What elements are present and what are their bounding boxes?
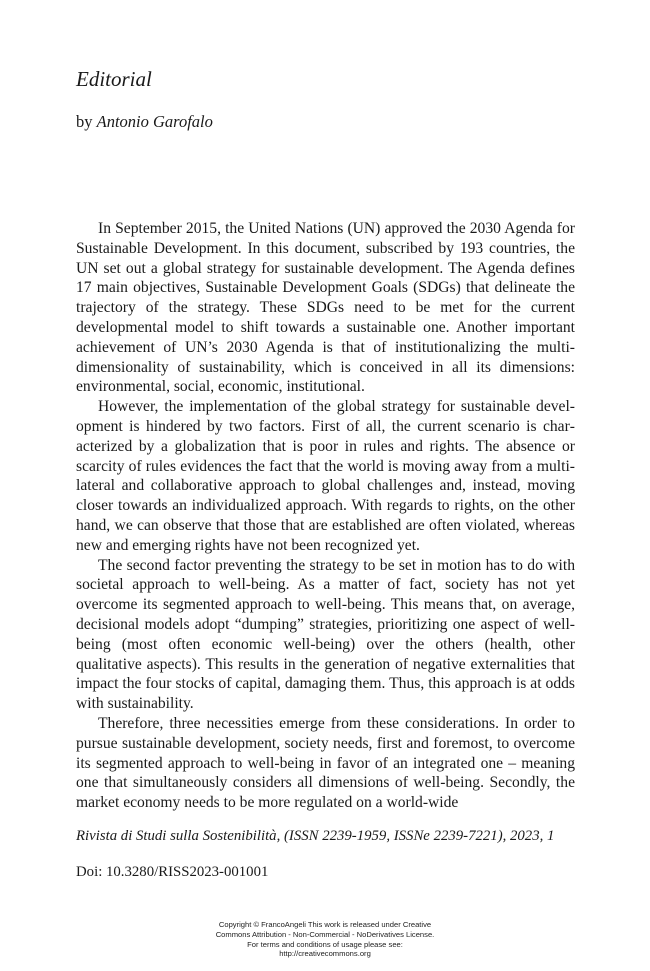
- license-link[interactable]: http://creativecommons.org: [279, 949, 371, 959]
- journal-citation: Rivista di Studi sulla Sostenibilità, (ISSN 2239-1959, ISSNe 2239-7221), 2023, 1: [76, 828, 555, 844]
- copyright-line: For terms and conditions of usage please see:: [247, 939, 403, 949]
- byline-prefix: by: [76, 112, 97, 131]
- paragraph-2: However, the implementation of the global strategy for sustainable development is hindered by two factors. First of all, the current scenario is characterized by a globalization that is poor in rules and rights. The absence or scarcity of rules evidences the fact that the world is moving away from a multi-lateral and collaborative approach to global challenges and, instead, moving closer towards an individualized approach. With regards to rights, on the other hand, we can observe that those that are established are often violated, whereas new and emerging rights have not been recognized yet.: [76, 398, 575, 554]
- copyright-line: Commons Attribution - Non-Commercial - NoDerivatives License.: [215, 929, 435, 939]
- article-body: [76, 219, 575, 813]
- copyright-notice: [0, 920, 650, 959]
- byline: [76, 110, 213, 134]
- doi: Doi: 10.3280/RISS2023-001001: [76, 864, 269, 880]
- paragraph-3: The second factor preventing the strategy to be set in motion has to do with societal approach to well-being. As a matter of fact, society has not yet overcome its segmented approach to well-being. This means that, on average, decisional models adopt “dumping” strategies, prioritizing one aspect of well-being (most often economic well-being) over the others (health, other qualitative aspects). This results in the generation of negative externalities that impact the four stocks of capital, damaging them. Thus, this approach is at odds with sustainability.: [76, 556, 575, 713]
- author-name: Antonio Garofalo: [96, 112, 213, 131]
- paragraph-1: In September 2015, the United Nations (UN) approved the 2030 Agenda for Sustainable Development. In this document, subscribed by 193 countries, the UN set out a global strategy for sustainable development. The Agenda defines 17 main objectives, Sustainable Development Goals (SDGs) that delineate the trajectory of the strategy. These SDGs need to be met for the current developmental model to shift towards a sustainable one. Another important achievement of UN’s 2030 Agenda is that of institutionalizing the multi-dimensionality of sustainability, which is conceived in all its dimensions: environmental, social, economic, institutional.: [76, 220, 575, 396]
- copyright-line: Copyright © FrancoAngeli This work is released under Creative: [218, 920, 432, 929]
- editorial-title: Editorial: [76, 67, 152, 91]
- paragraph-4: Therefore, three necessities emerge from these considerations. In order to pursue sustainable development, society needs, first and foremost, to overcome its segmented approach to well-being in favor of an integrated one – meaning one that simultaneously considers all dimensions of well-being. Secondly, the market economy needs to be more regulated on a world-wide: [76, 714, 575, 812]
